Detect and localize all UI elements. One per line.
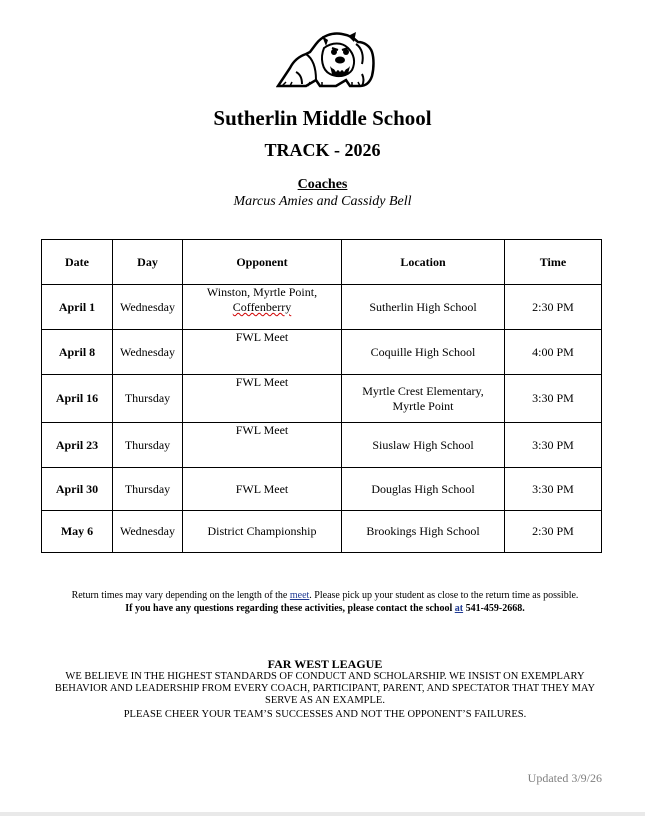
cell-time: 3:30 PM bbox=[505, 423, 602, 468]
table-row bbox=[42, 511, 602, 553]
opponent-line: FWL Meet bbox=[235, 481, 289, 496]
location-line: Myrtle Point bbox=[392, 398, 454, 413]
location-line: Siuslaw High School bbox=[372, 437, 474, 452]
school-name: Sutherlin Middle School bbox=[213, 106, 432, 130]
opponent-line: District Championship bbox=[207, 524, 317, 538]
cell-opponent bbox=[183, 511, 342, 553]
table-row bbox=[42, 330, 602, 375]
cell-opponent bbox=[183, 423, 342, 468]
coaches-names: Marcus Amies and Cassidy Bell bbox=[233, 194, 412, 209]
opponent-line: FWL Meet bbox=[235, 330, 289, 344]
opponent-line: FWL Meet bbox=[235, 375, 289, 389]
col-header-date: Date bbox=[42, 240, 113, 285]
league-cheer: PLEASE CHEER YOUR TEAM’S SUCCESSES AND NOT THE OPPONENT’S FAILURES. bbox=[123, 709, 527, 720]
cell-date: May 6 bbox=[42, 511, 113, 553]
col-header-opponent: Opponent bbox=[183, 240, 342, 285]
cell-location bbox=[342, 330, 505, 375]
cell-date: April 16 bbox=[42, 375, 113, 423]
cell-location bbox=[342, 285, 505, 330]
cell-date: April 30 bbox=[42, 468, 113, 511]
cell-time: 4:00 PM bbox=[505, 330, 602, 375]
page-bottom-edge bbox=[0, 812, 645, 816]
updated-date: Updated 3/9/26 bbox=[527, 771, 602, 785]
col-header-time: Time bbox=[505, 240, 602, 285]
col-header-day: Day bbox=[113, 240, 183, 285]
cell-time: 3:30 PM bbox=[505, 375, 602, 423]
cell-location bbox=[342, 375, 505, 423]
location-line: Brookings High School bbox=[366, 524, 480, 538]
cell-day: Wednesday bbox=[113, 511, 183, 553]
cell-date: April 23 bbox=[42, 423, 113, 468]
cell-day: Thursday bbox=[113, 423, 183, 468]
opponent-line: Winston, Myrtle Point, bbox=[206, 285, 318, 299]
cell-opponent bbox=[183, 285, 342, 330]
cell-opponent bbox=[183, 375, 342, 423]
cell-day: Thursday bbox=[113, 468, 183, 511]
cell-opponent bbox=[183, 330, 342, 375]
bulldog-mascot-logo bbox=[276, 28, 376, 90]
cell-time: 2:30 PM bbox=[505, 511, 602, 553]
contact-note: If you have any questions regarding these activities, please contact the school at 541-459-2668. bbox=[125, 603, 525, 614]
table-row bbox=[42, 468, 602, 511]
col-header-location: Location bbox=[342, 240, 505, 285]
return-times-note: Return times may vary depending on the length of the meet. Please pick up your student as close to the return time as possible. bbox=[71, 590, 579, 601]
opponent-line: FWL Meet bbox=[235, 423, 289, 437]
location-line: Sutherlin High School bbox=[369, 299, 477, 314]
cell-time: 2:30 PM bbox=[505, 285, 602, 330]
league-statement: WE BELIEVE IN THE HIGHEST STANDARDS OF CONDUCT AND SCHOLARSHIP. WE INSIST ON EXEMPLARY BEHAVIOR AND LEADERSHIP FROM EVERY COACH, PARTICIPANT, PARENT, AND SPECTATOR THAT THEY MAY SERVE AS AN EXAMPLE. bbox=[54, 671, 596, 706]
cell-day: Wednesday bbox=[113, 285, 183, 330]
cell-opponent bbox=[183, 468, 342, 511]
cell-location bbox=[342, 468, 505, 511]
cell-date: April 1 bbox=[42, 285, 113, 330]
cell-location bbox=[342, 423, 505, 468]
coaches-heading: Coaches bbox=[297, 177, 348, 192]
schedule-header-row bbox=[42, 240, 602, 285]
table-row bbox=[42, 423, 602, 468]
league-title: FAR WEST LEAGUE bbox=[267, 657, 383, 671]
cell-day: Wednesday bbox=[113, 330, 183, 375]
location-line: Myrtle Crest Elementary, bbox=[362, 383, 484, 398]
location-line: Douglas High School bbox=[371, 481, 475, 496]
cell-day: Thursday bbox=[113, 375, 183, 423]
cell-time: 3:30 PM bbox=[505, 468, 602, 511]
cell-date: April 8 bbox=[42, 330, 113, 375]
location-line: Coquille High School bbox=[370, 344, 476, 359]
schedule-table bbox=[41, 239, 602, 553]
table-row bbox=[42, 285, 602, 330]
sport-title: TRACK - 2026 bbox=[264, 140, 381, 160]
table-row bbox=[42, 375, 602, 423]
cell-location bbox=[342, 511, 505, 553]
opponent-line: Coffenberry bbox=[232, 300, 292, 314]
